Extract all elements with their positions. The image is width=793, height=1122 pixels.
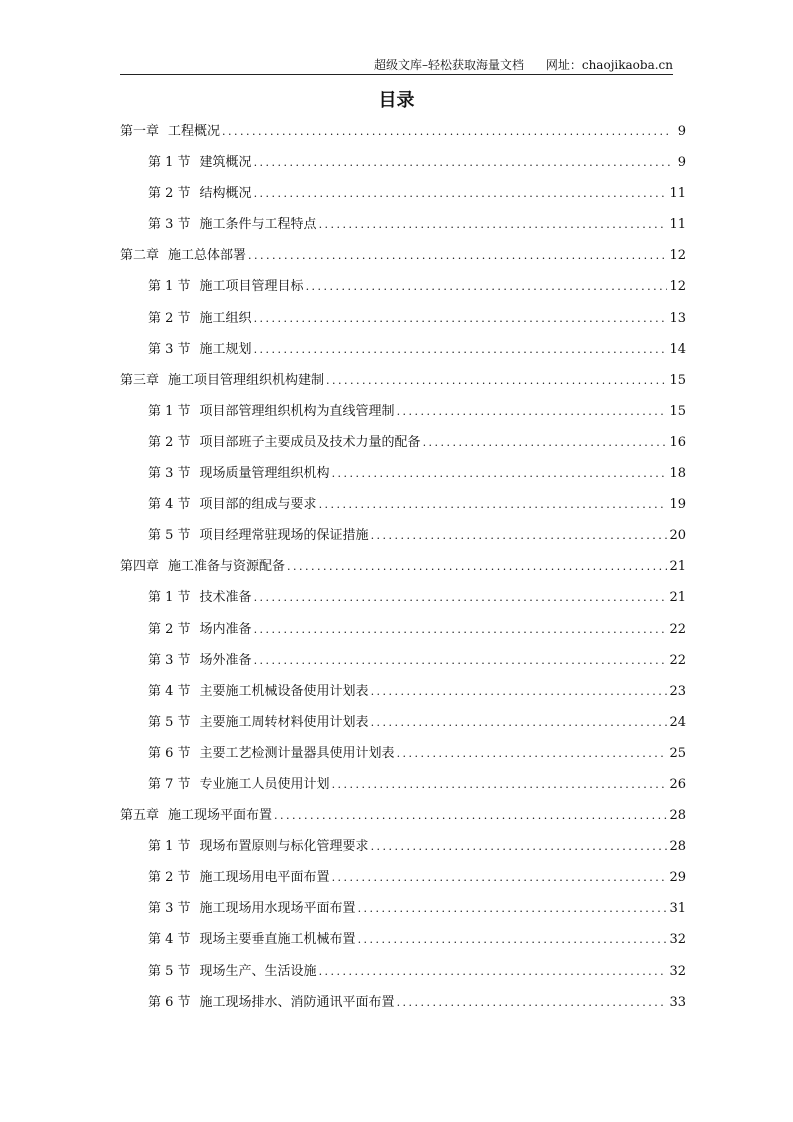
toc-chapter-entry[interactable] [120,121,686,152]
toc-section-entry[interactable] [120,432,686,463]
toc-section-entry[interactable] [120,152,686,183]
toc-entry-number: 第 1 节 [148,279,191,295]
toc-section-entry[interactable] [120,743,686,774]
toc-entry-title: 施工总体部署 [168,248,247,264]
toc-section-entry[interactable] [120,929,686,960]
toc-entry-number: 第二章 [120,248,160,264]
toc-dot-leader [254,339,668,361]
toc-page-number: 18 [669,466,686,482]
toc-entry-label [120,556,285,578]
toc-entry-title: 现场质量管理组织机构 [199,466,330,482]
toc-entry-label [148,276,304,298]
toc-dot-leader [254,650,668,672]
toc-section-entry[interactable] [120,898,686,929]
toc-page-number: 32 [669,932,686,948]
toc-entry-label [148,587,252,609]
toc-section-entry[interactable] [120,339,686,370]
toc-dot-leader [222,121,670,143]
toc-page-number: 9 [677,155,686,171]
toc-section-entry[interactable] [120,867,686,898]
toc-dot-leader [254,619,668,641]
toc-entry-label [148,681,369,703]
toc-dot-leader [371,712,668,734]
toc-entry-label [148,774,330,796]
header-url-label: 网址： [545,58,582,72]
header-url-link[interactable]: chaojikaoba.cn [581,58,673,72]
toc-section-entry[interactable] [120,525,686,556]
toc-entry-label [148,463,330,485]
toc-entry-number: 第 4 节 [148,932,191,948]
toc-chapter-entry[interactable] [120,245,686,276]
toc-entry-title: 主要施工机械设备使用计划表 [199,683,369,699]
toc-entry-label [148,712,369,734]
toc-page-number: 11 [669,186,686,202]
toc-entry-number: 第 2 节 [148,870,191,886]
toc-page-number: 21 [669,559,686,575]
toc-entry-number: 第 4 节 [148,497,191,513]
toc-dot-leader [319,214,668,236]
toc-page-number: 20 [669,528,686,544]
toc-section-entry[interactable] [120,774,686,805]
toc-entry-label [148,619,252,641]
toc-entry-title: 场内准备 [199,621,252,637]
toc-entry-label [120,245,246,267]
toc-entry-title: 施工现场用水现场平面布置 [199,901,356,917]
toc-section-entry[interactable] [120,463,686,494]
toc-dot-leader [306,276,668,298]
toc-dot-leader [248,245,667,267]
toc-dot-leader [371,681,668,703]
toc-entry-title: 现场生产、生活设施 [199,963,317,979]
toc-entry-label [148,743,395,765]
toc-section-entry[interactable] [120,712,686,743]
toc-section-entry[interactable] [120,681,686,712]
toc-section-entry[interactable] [120,214,686,245]
toc-entry-label [148,525,369,547]
header-site-name: 超级文库–轻松获取海量文档 [374,58,525,72]
toc-entry-number: 第 3 节 [148,652,191,668]
toc-dot-leader [254,587,668,609]
toc-entry-number: 第 3 节 [148,466,191,482]
toc-page-number: 32 [669,963,686,979]
toc-dot-leader [319,961,668,983]
toc-entry-label [148,494,317,516]
toc-entry-label [148,650,252,672]
toc-entry-title: 现场布置原则与标化管理要求 [199,839,369,855]
toc-dot-leader [371,525,668,547]
toc-entry-label [148,929,356,951]
toc-page-number: 19 [669,497,686,513]
toc-page-number: 28 [669,808,686,824]
toc-section-entry[interactable] [120,308,686,339]
toc-dot-leader [358,929,668,951]
toc-page-number: 25 [669,745,686,761]
toc-page-number: 14 [669,341,686,357]
toc-entry-title: 专业施工人员使用计划 [199,776,330,792]
toc-dot-leader [332,463,668,485]
toc-entry-label [148,401,395,423]
toc-entry-label [148,867,330,889]
toc-dot-leader [254,183,668,205]
toc-entry-label [148,308,252,330]
toc-entry-label [148,339,252,361]
toc-dot-leader [397,401,668,423]
toc-page-number: 15 [669,403,686,419]
toc-entry-title: 项目经理常驻现场的保证措施 [199,528,369,544]
toc-dot-leader [358,898,668,920]
toc-entry-title: 主要施工周转材料使用计划表 [199,714,369,730]
toc-page-number: 21 [669,590,686,606]
toc-entry-title: 施工现场平面布置 [168,808,273,824]
toc-dot-leader [274,805,667,827]
toc-page-number: 22 [669,652,686,668]
table-of-contents [120,121,686,1023]
toc-entry-number: 第 2 节 [148,186,191,202]
toc-entry-number: 第 2 节 [148,310,191,326]
toc-entry-number: 第 2 节 [148,621,191,637]
toc-entry-title: 项目部的组成与要求 [199,497,317,513]
toc-entry-number: 第 1 节 [148,839,191,855]
toc-section-entry[interactable] [120,836,686,867]
toc-dot-leader [371,836,668,858]
page-header [120,58,673,75]
toc-entry-number: 第 3 节 [148,901,191,917]
toc-section-entry[interactable] [120,587,686,618]
toc-dot-leader [254,152,670,174]
toc-entry-title: 技术准备 [199,590,252,606]
toc-entry-title: 施工准备与资源配备 [168,559,286,575]
toc-page-number: 22 [669,621,686,637]
toc-entry-title: 施工规划 [199,341,252,357]
toc-entry-title: 施工项目管理组织机构建制 [168,372,325,388]
toc-entry-title: 施工组织 [199,310,252,326]
toc-dot-leader [423,432,668,454]
toc-section-entry[interactable] [120,961,686,992]
toc-page-number: 26 [669,776,686,792]
toc-section-entry[interactable] [120,494,686,525]
toc-entry-label [148,961,317,983]
toc-entry-number: 第 1 节 [148,403,191,419]
toc-entry-label [148,992,395,1014]
toc-dot-leader [287,556,667,578]
toc-entry-number: 第 2 节 [148,434,191,450]
toc-chapter-entry[interactable] [120,370,686,401]
toc-section-entry[interactable] [120,183,686,214]
toc-dot-leader [326,370,667,392]
toc-entry-title: 建筑概况 [199,155,252,171]
toc-page-number: 28 [669,839,686,855]
toc-entry-title: 工程概况 [168,124,221,139]
toc-dot-leader [397,992,668,1014]
toc-entry-title: 项目部班子主要成员及技术力量的配备 [199,434,421,450]
page-title: 目录 [378,90,415,111]
toc-entry-label [120,370,324,392]
toc-chapter-entry[interactable] [120,805,686,836]
toc-dot-leader [332,774,668,796]
toc-page-number: 15 [669,372,686,388]
toc-page-number: 12 [669,279,686,295]
toc-entry-label [148,836,369,858]
toc-entry-number: 第一章 [120,124,160,139]
toc-entry-title: 施工条件与工程特点 [199,217,317,233]
toc-entry-number: 第 5 节 [148,963,191,979]
toc-entry-number: 第 6 节 [148,745,191,761]
toc-entry-number: 第五章 [120,808,160,824]
toc-entry-title: 施工现场用电平面布置 [199,870,330,886]
toc-entry-number: 第 7 节 [148,776,191,792]
toc-section-entry[interactable] [120,619,686,650]
toc-section-entry[interactable] [120,650,686,681]
toc-entry-title: 主要工艺检测计量器具使用计划表 [199,745,395,761]
toc-entry-label [120,805,272,827]
toc-page-number: 29 [669,870,686,886]
toc-section-entry[interactable] [120,992,686,1023]
toc-entry-label [120,121,220,143]
toc-entry-number: 第三章 [120,372,160,388]
toc-entry-label [148,152,252,174]
toc-page-number: 11 [669,217,686,233]
toc-page-number: 13 [669,310,686,326]
toc-entry-title: 场外准备 [199,652,252,668]
toc-entry-title: 结构概况 [199,186,252,202]
toc-entry-number: 第 4 节 [148,683,191,699]
toc-chapter-entry[interactable] [120,556,686,587]
toc-dot-leader [332,867,668,889]
toc-entry-number: 第 5 节 [148,714,191,730]
toc-page-number: 9 [677,124,686,139]
toc-entry-label [148,183,252,205]
toc-page-number: 23 [669,683,686,699]
toc-entry-title: 施工项目管理目标 [199,279,304,295]
toc-entry-title: 现场主要垂直施工机械布置 [199,932,356,948]
toc-page-number: 16 [669,434,686,450]
toc-entry-number: 第 1 节 [148,590,191,606]
toc-section-entry[interactable] [120,401,686,432]
toc-page-number: 24 [669,714,686,730]
toc-entry-number: 第四章 [120,559,160,575]
toc-section-entry[interactable] [120,276,686,307]
toc-entry-number: 第 3 节 [148,341,191,357]
toc-entry-title: 项目部管理组织机构为直线管理制 [199,403,395,419]
toc-entry-number: 第 5 节 [148,528,191,544]
toc-entry-label [148,898,356,920]
toc-dot-leader [319,494,668,516]
toc-page-number: 12 [669,248,686,264]
toc-entry-number: 第 1 节 [148,155,191,171]
toc-page-number: 33 [669,994,686,1010]
toc-entry-number: 第 3 节 [148,217,191,233]
toc-page-number: 31 [669,901,686,917]
toc-entry-title: 施工现场排水、消防通讯平面布置 [199,994,395,1010]
toc-dot-leader [397,743,668,765]
toc-entry-label [148,432,421,454]
toc-entry-number: 第 6 节 [148,994,191,1010]
toc-entry-label [148,214,317,236]
toc-dot-leader [254,308,668,330]
